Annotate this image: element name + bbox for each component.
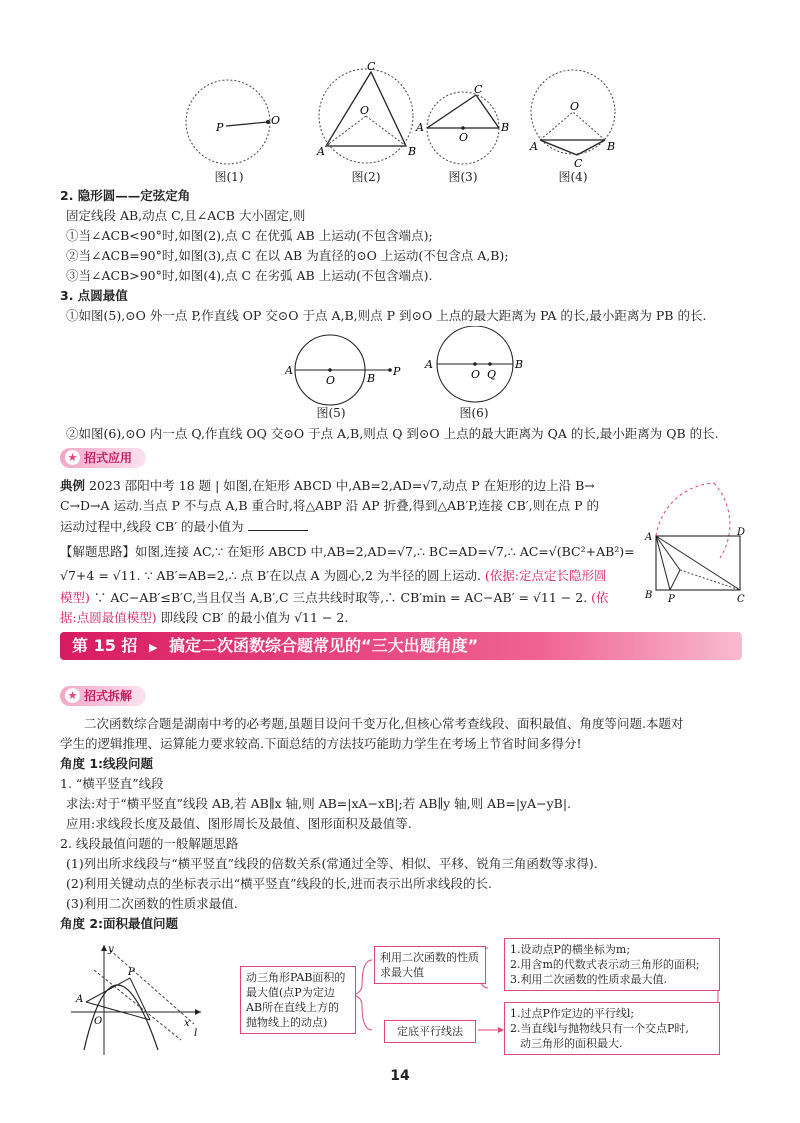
box-main: 动三角形PAB面积的最大值(点P为定边AB所在直线上方的抛物线上的动点) [240,966,356,1034]
fig1-label-P: P [216,121,224,134]
box-method-a: 利用二次函数的性质求最大值 [374,946,486,984]
exfig-label-B: B [645,590,653,601]
exfig-label-C: C [737,594,745,605]
section2-line1: 固定线段 AB,动点 C,且∠ACB 大小固定,则 [66,208,306,223]
solution-line4 [60,608,348,628]
fig3-label-C: C [474,83,483,96]
fig3-label-A: A [416,121,424,134]
chapter-banner [60,632,742,660]
example-text1: 2023 邵阳中考 18 题 | 如图,在矩形 ABCD 中,AB=2,AD=√7,动点 P 在矩形的边上沿 B→ [89,478,595,493]
banner-number: 第 15 招 [72,636,138,655]
answer-blank [248,516,308,531]
fig2-label-A: A [317,145,325,158]
angle1-s1: (1)列出所求线段与“横平竖直”线段的倍数关系(常通过全等、相似、平移、锐角三角函数等求得). [66,856,598,871]
exfig-label-P: P [668,594,675,605]
figures-5-6 [285,326,535,406]
section2-line4: ③当∠ACB>90°时,如图(4),点 C 在劣弧 AB 上运动(不包含端点). [66,268,433,283]
example-line1 [60,476,595,496]
solution-line1: 【解题思路】如图,连接 AC,∵ 在矩形 ABCD 中,AB=2,AD=√7,∴ BC=AD=√7,∴ AC=√(BC²+AB²)= [60,544,635,559]
example-line2: C→D→A 运动.当点 P 不与点 A,B 重合时,将△ABP 沿 AP 折叠,得到△AB′P,连接 CB′,则在点 P 的 [60,498,599,513]
step-a1: 1.设动点P的横坐标为m; [510,943,631,956]
section3-line2: ②如图(6),⊙O 内一点 Q,作直线 OQ 交⊙O 于点 A,B,则点 Q 到⊙O 上点的最大距离为 QA 的长,最小距离为 QB 的长. [66,426,719,441]
solution-basis1: (依据:定点定长隐形圆 [484,568,607,583]
fig6-label-O: O [471,368,481,381]
intro-line2: 学生的逻辑推理、运算能力要求较高.下面总结的方法技巧能助力学生在考场上节省时间多得分! [60,736,582,751]
pfig-label-O: O [94,1016,103,1027]
angle1-s3: (3)利用二次函数的性质求最值. [66,896,238,911]
star-icon: ★ [65,450,80,465]
angle1-l1: 求法:对于“横平竖直”线段 AB,若 AB∥x 轴,则 AB=|xA−xB|;若 AB∥y 轴,则 AB=|yA−yB|. [66,796,572,811]
step-b1: 1.过点P作定边的平行线l; [510,1007,635,1020]
page-number: 14 [390,1068,410,1084]
figure-4 [529,70,615,170]
step-a3: 3.利用二次函数的性质求最大值. [510,973,667,986]
fig1-label-O: O [271,114,281,127]
fig5-label-A-text: A [285,364,293,377]
example-figure [640,478,745,606]
pfig-label-l: l [194,1028,198,1039]
solution-line3 [60,588,609,608]
angle1-h2: 2. 线段最值问题的一般解题思路 [60,836,239,851]
fig5-label-O: O [326,374,336,387]
fig5-label-B: B [367,372,376,385]
tag-apply [60,448,146,468]
figure-3 [415,83,509,164]
fig4-label-A: A [530,140,538,153]
section2-line2: ①当∠ACB<90°时,如图(2),点 C 在优弧 AB 上运动(不包含端点); [66,228,433,243]
fig4-label-O: O [570,100,580,113]
box-steps-b [504,1002,720,1055]
pfig-label-A: A [76,994,84,1005]
caption-fig4: 图(4) [558,170,588,184]
parabola-figure [66,940,206,1060]
angle1-heading: 角度 1:线段问题 [60,756,154,771]
step-b2: 2.当直线l与抛物线只有一个交点P时, [510,1022,689,1035]
tag-explain-label: 招式拆解 [84,689,133,703]
exfig-label-D: D [737,527,745,538]
tag-apply-label: 招式应用 [84,451,133,465]
fig6-label-A: A [425,358,433,371]
section3-heading: 3. 点圆最值 [60,288,128,303]
angle1-l2: 应用:求线段长度及最值、图形周长及最值、图形面积及最值等. [66,816,412,831]
fig6-label-B: B [515,358,524,371]
banner-title: 搞定二次函数综合题常见的“三大出题角度” [169,636,479,655]
fig4-label-C: C [574,157,583,170]
example-text3: 运动过程中,线段 CB′ 的最小值为 [60,519,244,534]
pfig-label-x: x [184,1018,190,1029]
solution-text4: 即线段 CB′ 的最小值为 √11 − 2. [160,610,349,625]
solution-line2 [60,566,607,586]
section2-line3: ②当∠ACB=90°时,如图(3),点 C 在以 AB 为直径的⊙O 上运动(不包含点 A,B); [66,248,509,263]
box-method-b: 定底平行线法 [384,1020,476,1043]
exfig-label-A: A [645,532,653,543]
section2-heading: 2. 隐形圆——定弦定角 [60,188,191,203]
fig3-label-O: O [459,131,469,144]
caption-fig3: 图(3) [448,170,478,184]
solution-basis1-end: 模型) [60,590,90,605]
angle1-h1: 1. “横平竖直”线段 [60,776,164,791]
solution-basis2: (依 [591,590,609,605]
fig2-label-B: B [408,145,417,158]
caption-fig2: 图(2) [351,170,381,184]
solution-basis2-end: 据:点圆最值模型) [60,610,157,625]
angle1-s2: (2)利用关键动点的坐标表示出“横平竖直”线段的长,进而表示出所求线段的长. [66,876,492,891]
step-b3: 动三角形的面积最大. [520,1037,623,1050]
fig5-label-P: P [393,365,401,378]
angle2-heading: 角度 2:面积最值问题 [60,916,179,931]
fig6-label-Q: Q [487,368,497,381]
figure-2 [316,60,416,163]
example-line3 [60,516,308,537]
caption-fig1: 图(1) [214,170,244,184]
figure-1 [186,80,280,164]
fig2-label-O: O [360,104,370,117]
figure-5 [285,335,401,405]
box-steps-a [504,938,720,991]
example-label: 典例 [60,478,86,493]
fig2-label-C: C [367,60,376,73]
intro-line1: 二次函数综合题是湖南中考的必考题,虽题目设问千变万化,但核心常考查线段、面积最值、角度等问题.本题对 [84,716,684,731]
step-a2: 2.用含m的代数式表示动三角形的面积; [510,958,700,971]
fig3-label-B: B [501,121,510,134]
figures-top [180,60,620,180]
caption-fig5: 图(5) [316,406,346,420]
solution-text3: ∵ AC−AB′≤B′C,当且仅当 A,B′,C 三点共线时取等,∴ CB′min = AC−AB′ = √11 − 2. [93,590,588,605]
caption-fig6: 图(6) [459,406,489,420]
star-icon: ★ [65,688,80,703]
pfig-label-P: P [128,967,135,978]
triangle-right-icon: ▶ [149,641,158,654]
section3-line1: ①如图(5),⊙O 外一点 P,作直线 OP 交⊙O 于点 A,B,则点 P 到⊙O 上点的最大距离为 PA 的长,最小距离为 PB 的长. [66,308,707,323]
tag-explain [60,686,146,706]
fig4-label-B: B [607,140,616,153]
figure-6 [424,326,523,402]
pfig-label-y: y [108,944,114,955]
solution-text2: √7+4 = √11. ∵ AB′=AB=2,∴ 点 B′在以点 A 为圆心,2 为半径的圆上运动. [60,568,481,583]
